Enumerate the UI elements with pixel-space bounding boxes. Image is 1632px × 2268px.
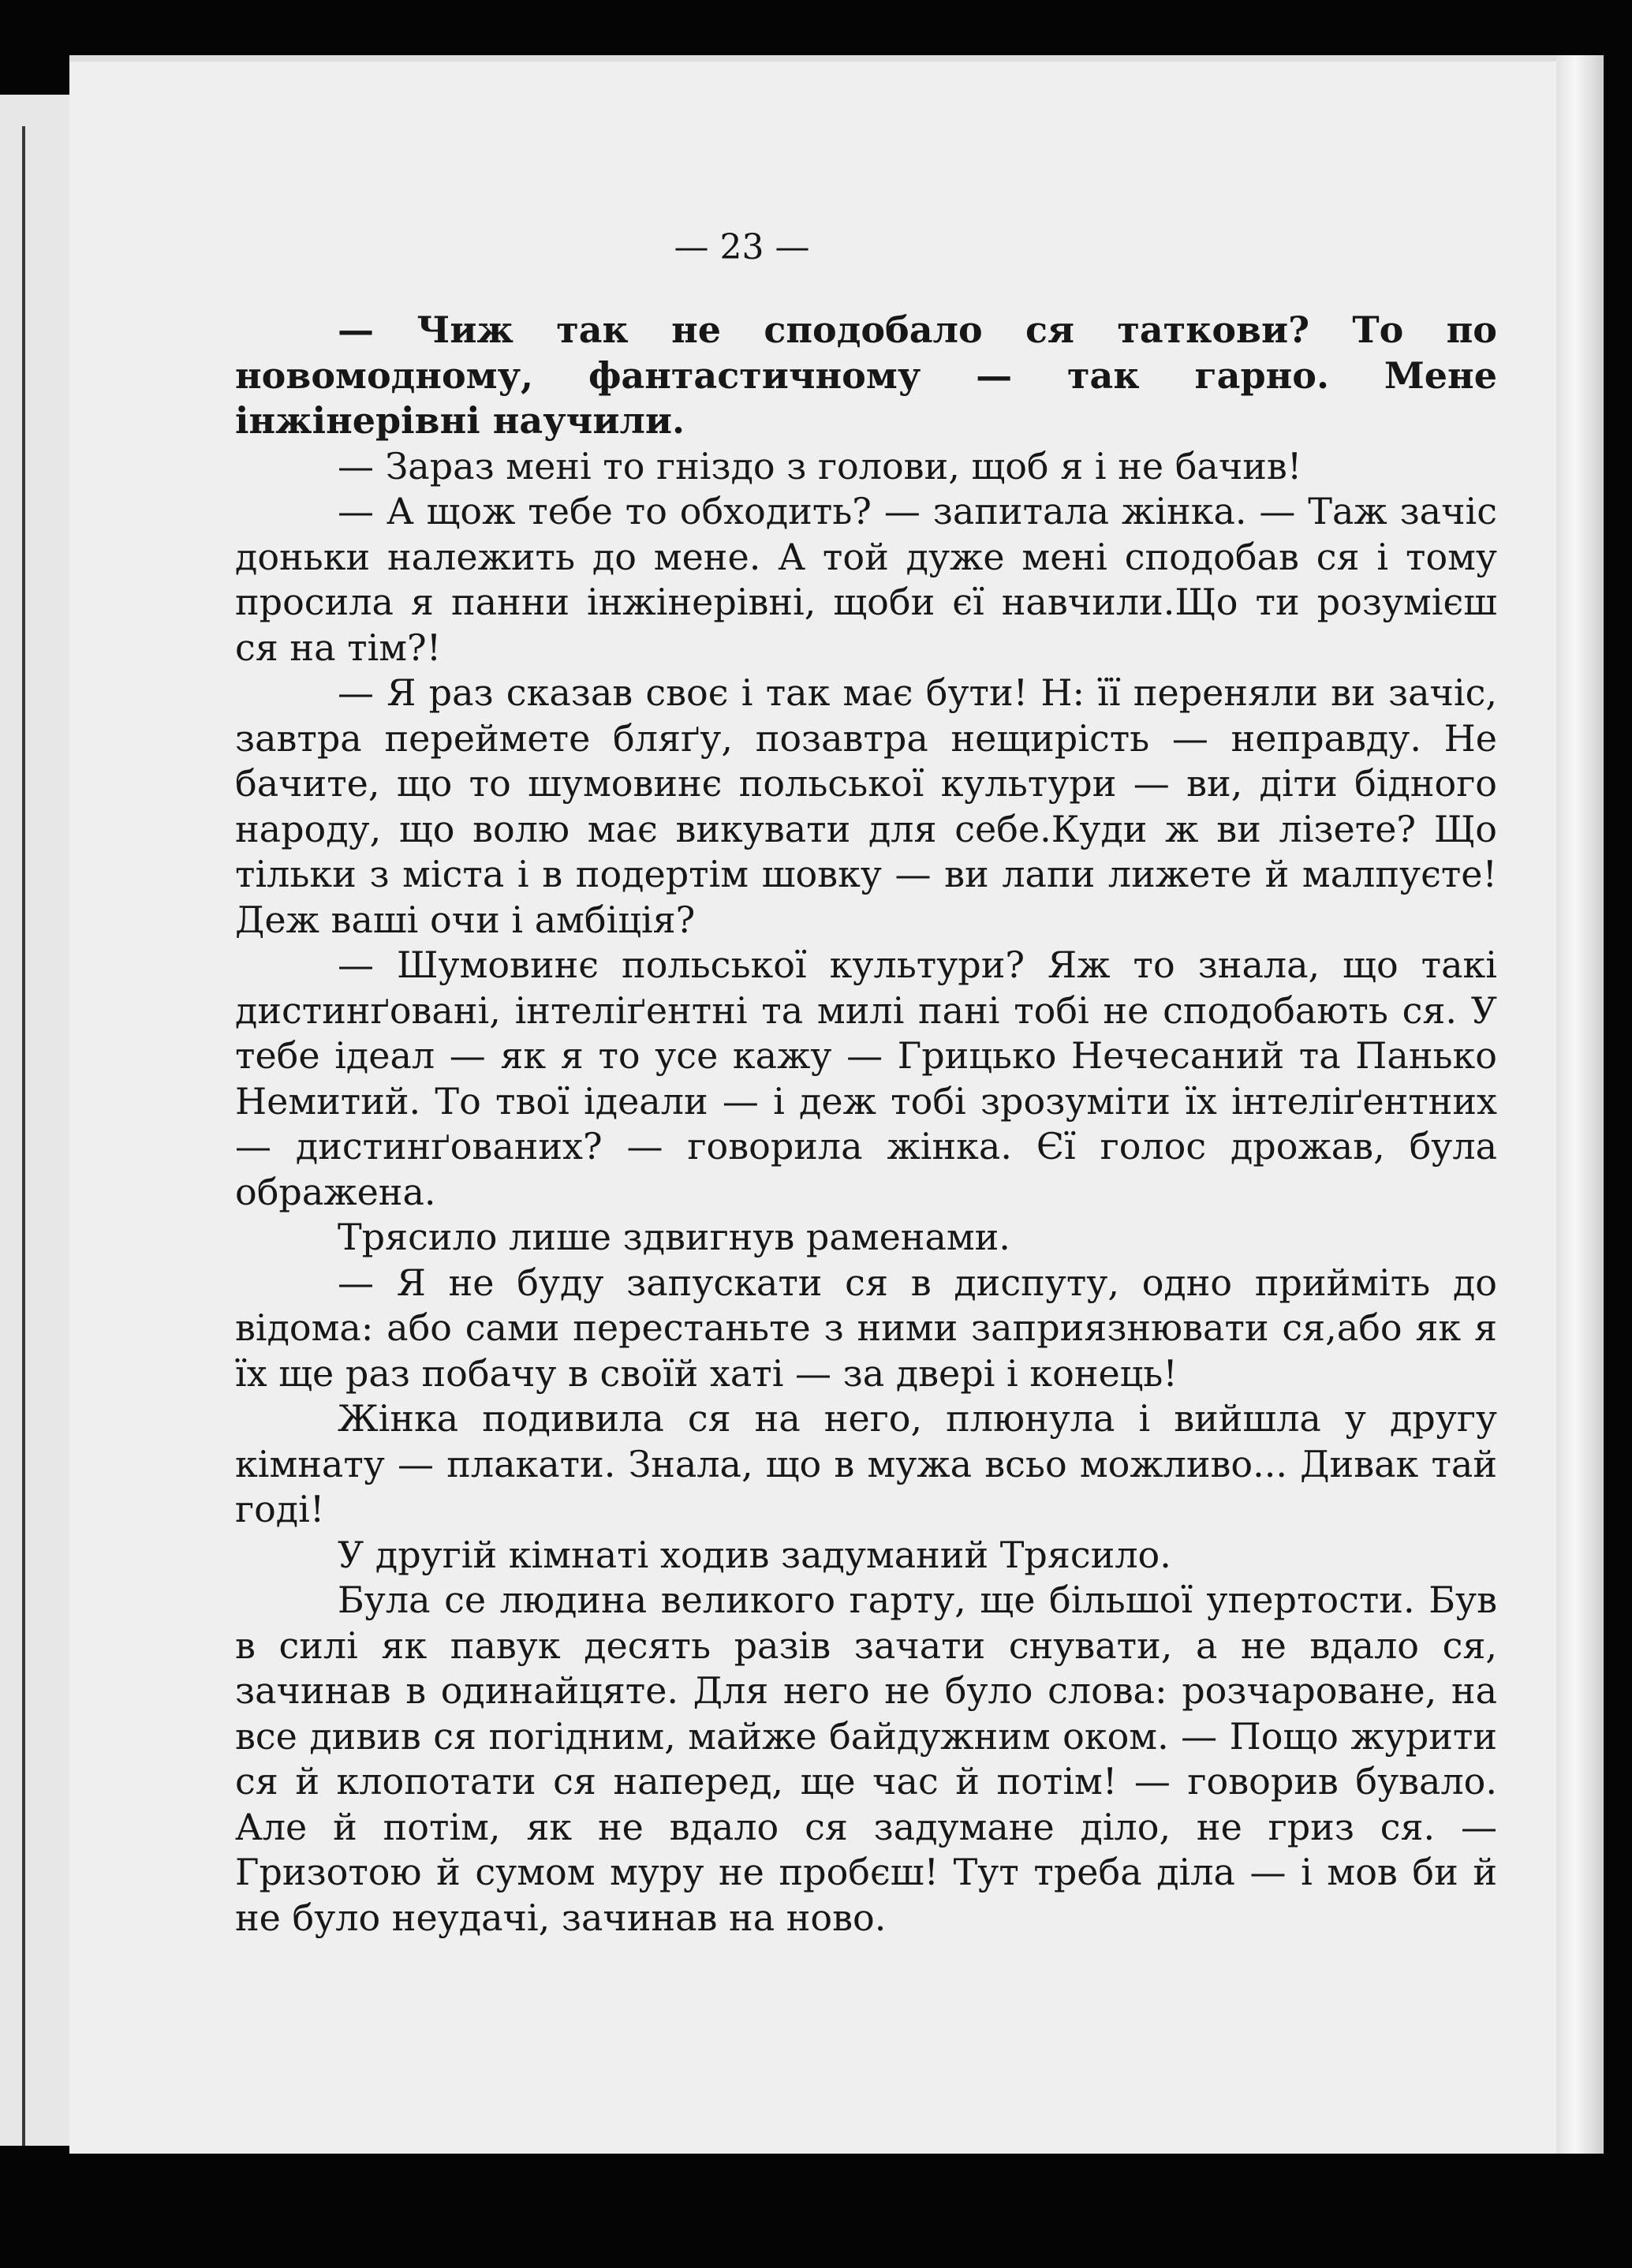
- page-edge-stack: [1556, 55, 1604, 2154]
- page-number: — 23 —: [674, 227, 810, 267]
- left-page-edge: [0, 95, 74, 2146]
- paragraph: У другій кімнаті ходив задуманий Трясило.: [338, 1533, 1171, 1576]
- paragraph: — Я не буду запускати ся в диспуту, одно прийміть до відома: або сами перестаньте з ними заприязнювати ся,або як я їх ще раз побачу в своїй хаті — за двері і конець!: [235, 1261, 1497, 1395]
- paragraph: — А щож тебе то обходить? — запитала жінка. — Таж зачіс доньки належить до мене. А той дуже мені сподобав ся і тому просила я панни інжінерівні, щоби єї навчили.Що ти розумієш ся на тім?!: [235, 490, 1497, 669]
- paragraph: — Я раз сказав своє і так має бути! Н: її переняли ви зачіс, завтра переймете бляґу, позавтра нещирість — неправду. Не бачите, що то шумовинє польської культури — ви, діти бідного народу, що волю має викувати для себе.Куди ж ви лізете? Що тільки з міста і в подертім шовку — ви лапи лижете й малпуєте! Деж ваші очи і амбіція?: [235, 671, 1497, 941]
- paragraph: Жінка подивила ся на него, плюнула і вийшла у другу кімнату — плакати. Знала, що в мужа всьо можливо... Дивак тай годі!: [235, 1397, 1497, 1530]
- paragraph: — Чиж так не сподобало ся таткови? То по новомодному, фантастичному — так гарно. Мене інжінерівні научили.: [235, 308, 1497, 442]
- paragraph: — Зараз мені то гніздо з голови, щоб я і не бачив!: [338, 444, 1302, 488]
- paragraph: Була се людина великого гарту, ще більшої упертости. Був в силі як павук десять разів зачати снувати, а не вдало ся, зачинав в одинайцяте. Для него не було слова: розчароване, на все дивив ся погідним, майже байдужним оком. — Пощо журити ся й клопотати ся наперед, ще час й потім! — говорив бувало. Але й потім, як не вдало ся задумане діло, не гриз ся. — Гризотою й сумом муру не пробєш! Тут треба діла — і мов би й не було неудачі, зачинав на ново.: [235, 1579, 1497, 1939]
- book-page: [69, 55, 1604, 2154]
- paragraph: — Шумовинє польської культури? Яж то знала, що такі дистинґовані, інтеліґентні та милі пані тобі не сподобають ся. У тебе ідеал — як я то усе кажу — Грицько Нечесаний та Панько Немитий. То твої ідеали — і деж тобі зрозуміти їх інтеліґентних — дистинґованих? — говорила жінка. Єї голос дрожав, була ображена.: [235, 943, 1497, 1213]
- page-body-text: [235, 308, 1497, 1941]
- page-border-line: [22, 126, 25, 2146]
- paragraph: Трясило лише здвигнув раменами.: [338, 1216, 1010, 1258]
